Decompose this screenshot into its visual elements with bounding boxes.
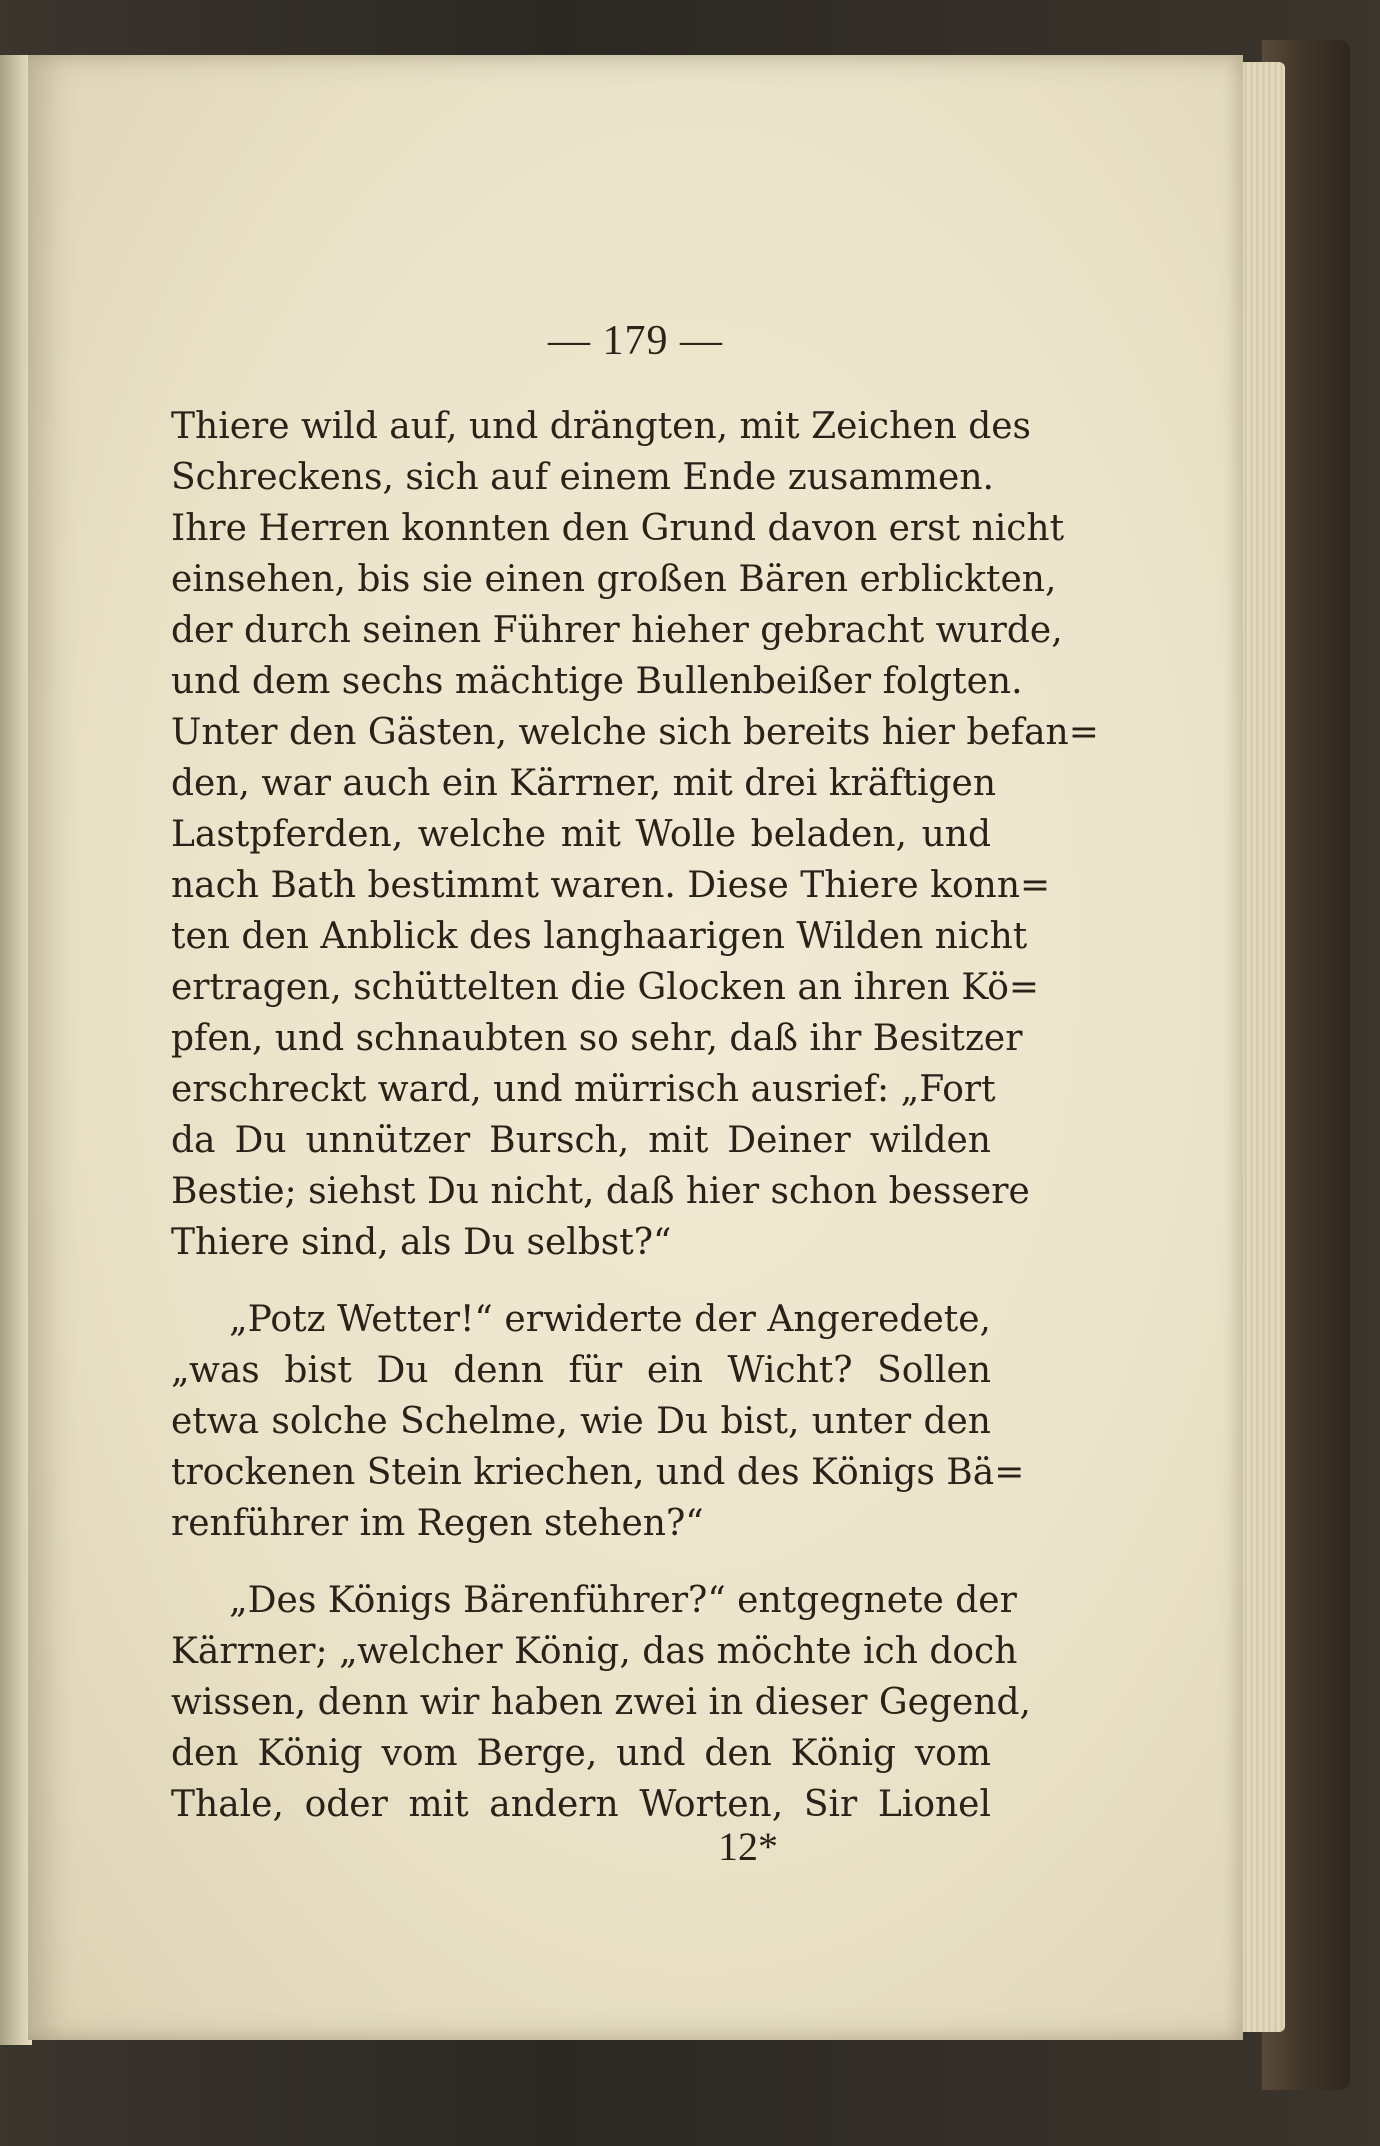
body-text: [171, 401, 1099, 1830]
book-page: [28, 55, 1243, 2040]
text-line: Ihre Herren konnten den Grund davon erst nicht: [171, 508, 1065, 549]
signature-mark: 12*: [718, 1824, 778, 1869]
text-line: Thale, oder mit andern Worten, Sir Lionel: [171, 1784, 991, 1825]
text-line: den König vom Berge, und den König vom: [171, 1733, 991, 1774]
paragraph-3: [171, 1575, 1031, 1830]
text-line: pfen, und schnaubten so sehr, daß ihr Besitzer: [171, 1018, 1023, 1059]
text-line: „Potz Wetter!“ erwiderte der Angeredete,: [229, 1299, 991, 1340]
text-line: etwa solche Schelme, wie Du bist, unter den: [171, 1401, 991, 1442]
text-line: „was bist Du denn für ein Wicht? Sollen: [171, 1350, 991, 1391]
text-line: Thiere wild auf, und drängten, mit Zeichen des: [171, 406, 1032, 447]
paragraph-2: [171, 1294, 1025, 1549]
text-line: da Du unnützer Bursch, mit Deiner wilden: [171, 1120, 991, 1161]
text-line: Unter den Gästen, welche sich bereits hier befan=: [171, 712, 1099, 753]
text-line: renführer im Regen stehen?“: [171, 1503, 704, 1544]
text-line: ertragen, schüttelten die Glocken an ihren Kö=: [171, 967, 1040, 1008]
text-line: wissen, denn wir haben zwei in dieser Gegend,: [171, 1682, 1031, 1723]
text-line: Schreckens, sich auf einem Ende zusammen.: [171, 457, 994, 498]
text-line: Lastpferden, welche mit Wolle beladen, und: [171, 814, 991, 855]
text-line: erschreckt ward, und mürrisch ausrief: „Fort: [171, 1069, 996, 1110]
text-line: der durch seinen Führer hieher gebracht wurde,: [171, 610, 1063, 651]
text-line: „Des Königs Bärenführer?“ entgegnete der: [229, 1580, 1017, 1621]
text-line: Thiere sind, als Du selbst?“: [171, 1222, 672, 1263]
text-line: den, war auch ein Kärrner, mit drei kräftigen: [171, 763, 997, 804]
text-line: ten den Anblick des langhaarigen Wilden nicht: [171, 916, 1028, 957]
text-line: Kärrner; „welcher König, das möchte ich doch: [171, 1631, 1018, 1672]
text-line: trockenen Stein kriechen, und des Königs Bä=: [171, 1452, 1025, 1493]
text-line: Bestie; siehst Du nicht, daß hier schon bessere: [171, 1171, 1030, 1212]
text-line: nach Bath bestimmt waren. Diese Thiere konn=: [171, 865, 1051, 906]
text-line: einsehen, bis sie einen großen Bären erblickten,: [171, 559, 1057, 600]
text-line: und dem sechs mächtige Bullenbeißer folgten.: [171, 661, 1023, 702]
paragraph-1: [171, 401, 1099, 1268]
page-number-header: — 179 —: [548, 318, 723, 364]
